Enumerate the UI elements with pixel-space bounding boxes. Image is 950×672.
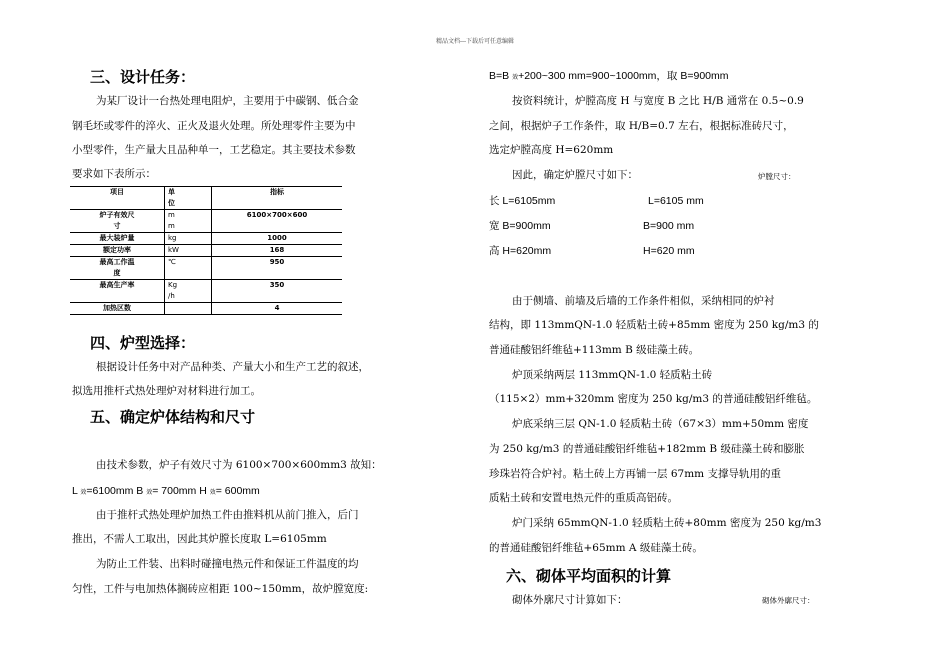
section-5-para-line-1: 由技术参数，炉子有效尺寸为 6100×700×600mm3 故知： <box>96 459 382 471</box>
table-cell-unit: ℃ <box>165 257 212 280</box>
tech-spec-table <box>70 186 342 315</box>
dim-length-label: 长 L=6105mm <box>489 195 556 207</box>
section-3-para-line-3: 小型零件，生产量大且品种单一，工艺稳定。其主要技术参数 <box>72 144 356 156</box>
dim-height-value: H=620 mm <box>643 245 695 257</box>
section-4-para-line-1: 根据设计任务中对产品种类、产量大小和生产工艺的叙述， <box>96 361 369 373</box>
dim-width-value: B=900 mm <box>643 220 695 232</box>
right-line-6: 由于侧墙、前墙及后墙的工作条件相似，采纳相同的炉衬 <box>512 295 775 307</box>
right-line-1: B=B 效+200~300 mm=900~1000mm，取 B=900mm <box>489 70 729 82</box>
chamber-size-note: 炉膛尺寸： <box>758 172 796 181</box>
table-cell-value: 168 <box>212 245 343 257</box>
dim-width-label: 宽 B=900mm <box>489 220 551 232</box>
table-row <box>70 233 342 245</box>
table-cell-item: 最大装炉量 <box>70 233 165 245</box>
section-5-title: 五、确定炉体结构和尺寸 <box>90 408 256 426</box>
table-cell-item: 最高生产率 <box>70 280 165 303</box>
table-header-value: 指标 <box>212 187 343 210</box>
table-cell-unit <box>165 303 212 315</box>
masonry-outline-note: 砌体外廓尺寸： <box>762 596 815 605</box>
right-line-11: 炉底采纳三层 QN-1.0 轻质粘土砖（67×3）mm+50mm 密度 <box>512 418 809 430</box>
table-cell-unit: Kg /h <box>165 280 212 303</box>
right-line-9: 炉顶采纳两层 113mmQN-1.0 轻质粘土砖 <box>512 369 713 381</box>
right-line-15: 炉门采纳 65mmQN-1.0 轻质粘土砖+80mm 密度为 250 kg/m3 <box>512 517 822 529</box>
right-line-14: 质粘土砖和安置电热元件的重质高铝砖。 <box>489 492 678 504</box>
right-line-8: 普通硅酸铝纤维毡+113mm B 级硅藻土砖。 <box>489 344 700 356</box>
dim-length-value: L=6105 mm <box>648 195 704 207</box>
right-line-2: 按资料统计，炉膛高度 H 与宽度 B 之比 H/B 通常在 0.5~0.9 <box>512 95 804 107</box>
table-cell-item: 加热区数 <box>70 303 165 315</box>
table-cell-value: 1000 <box>212 233 343 245</box>
table-cell-unit: kW <box>165 245 212 257</box>
section-3-para-line-2: 钢毛坯或零件的淬火、正火及退火处理。所处理零件主要为中 <box>72 120 356 132</box>
table-cell-item: 最高工作温 度 <box>70 257 165 280</box>
table-cell-value: 350 <box>212 280 343 303</box>
right-line-3: 之间，根据炉子工作条件，取 H/B=0.7 左右，根据标准砖尺寸， <box>489 120 794 132</box>
right-line-16: 的普通硅酸铝纤维毡+65mm A 级硅藻土砖。 <box>489 542 703 554</box>
table-cell-item: 炉子有效尺 寸 <box>70 210 165 233</box>
dim-height-label: 高 H=620mm <box>489 245 552 257</box>
section-4-title: 四、炉型选择： <box>90 334 196 352</box>
right-line-7: 结构，即 113mmQN-1.0 轻质粘土砖+85mm 密度为 250 kg/m3 的 <box>489 319 819 331</box>
table-cell-value: 4 <box>212 303 343 315</box>
section-3-para-line-4: 要求如下表所示： <box>72 168 156 180</box>
table-row <box>70 257 342 280</box>
section-5-para-line-3: 推出，不需人工取出，因此其炉膛长度取 L=6105mm <box>72 533 327 545</box>
right-line-13: 珍珠岩符合炉衬。粘土砖上方再铺一层 67mm 支撑导轨用的重 <box>489 468 781 480</box>
table-cell-unit: kg <box>165 233 212 245</box>
table-header-row <box>70 187 342 210</box>
section-5-para-line-2: 由于推杆式热处理炉加热工件由推料机从前门推入，后门 <box>96 509 359 521</box>
table-row <box>70 303 342 315</box>
section-4-para-line-2: 拟选用推杆式热处理炉对材料进行加工。 <box>72 385 261 397</box>
section-5-effective-dims: L 效=6100mm B 效= 700mm H 效= 600mm <box>72 485 260 497</box>
section-3-title: 三、设计任务： <box>90 68 196 86</box>
table-header-unit: 单 位 <box>165 187 212 210</box>
right-line-5: 因此，确定炉膛尺寸如下： <box>512 169 638 181</box>
right-line-10: （115×2）mm+320mm 密度为 250 kg/m3 的普通硅酸铝纤维毡。 <box>489 393 818 405</box>
table-cell-value: 950 <box>212 257 343 280</box>
table-cell-unit: m m <box>165 210 212 233</box>
table-cell-item: 额定功率 <box>70 245 165 257</box>
table-cell-value: 6100×700×600 <box>212 210 343 233</box>
table-row <box>70 210 342 233</box>
page-header: 精品文档---下载后可任意编辑 <box>435 38 515 45</box>
table-row <box>70 245 342 257</box>
right-line-4: 选定炉膛高度 H=620mm <box>489 144 614 156</box>
table-row <box>70 280 342 303</box>
table-header-item: 项目 <box>70 187 165 210</box>
section-5-para-line-4: 为防止工件装、出料时碰撞电热元件和保证工件温度的均 <box>96 558 359 570</box>
section-5-para-line-5: 匀性，工件与电加热体搁砖应相距 100~150mm，故炉膛宽度: <box>72 583 369 595</box>
section-3-para-line-1: 为某厂设计一台热处理电阻炉，主要用于中碳钢、低合金 <box>96 95 359 107</box>
section-6-title: 六、砌体平均面积的计算 <box>506 567 672 585</box>
right-line-12: 为 250 kg/m3 的普通硅酸铝纤维毡+182mm B 级硅藻土砖和膨胀 <box>489 443 805 455</box>
right-line-17: 砌体外廓尺寸计算如下： <box>512 594 628 606</box>
